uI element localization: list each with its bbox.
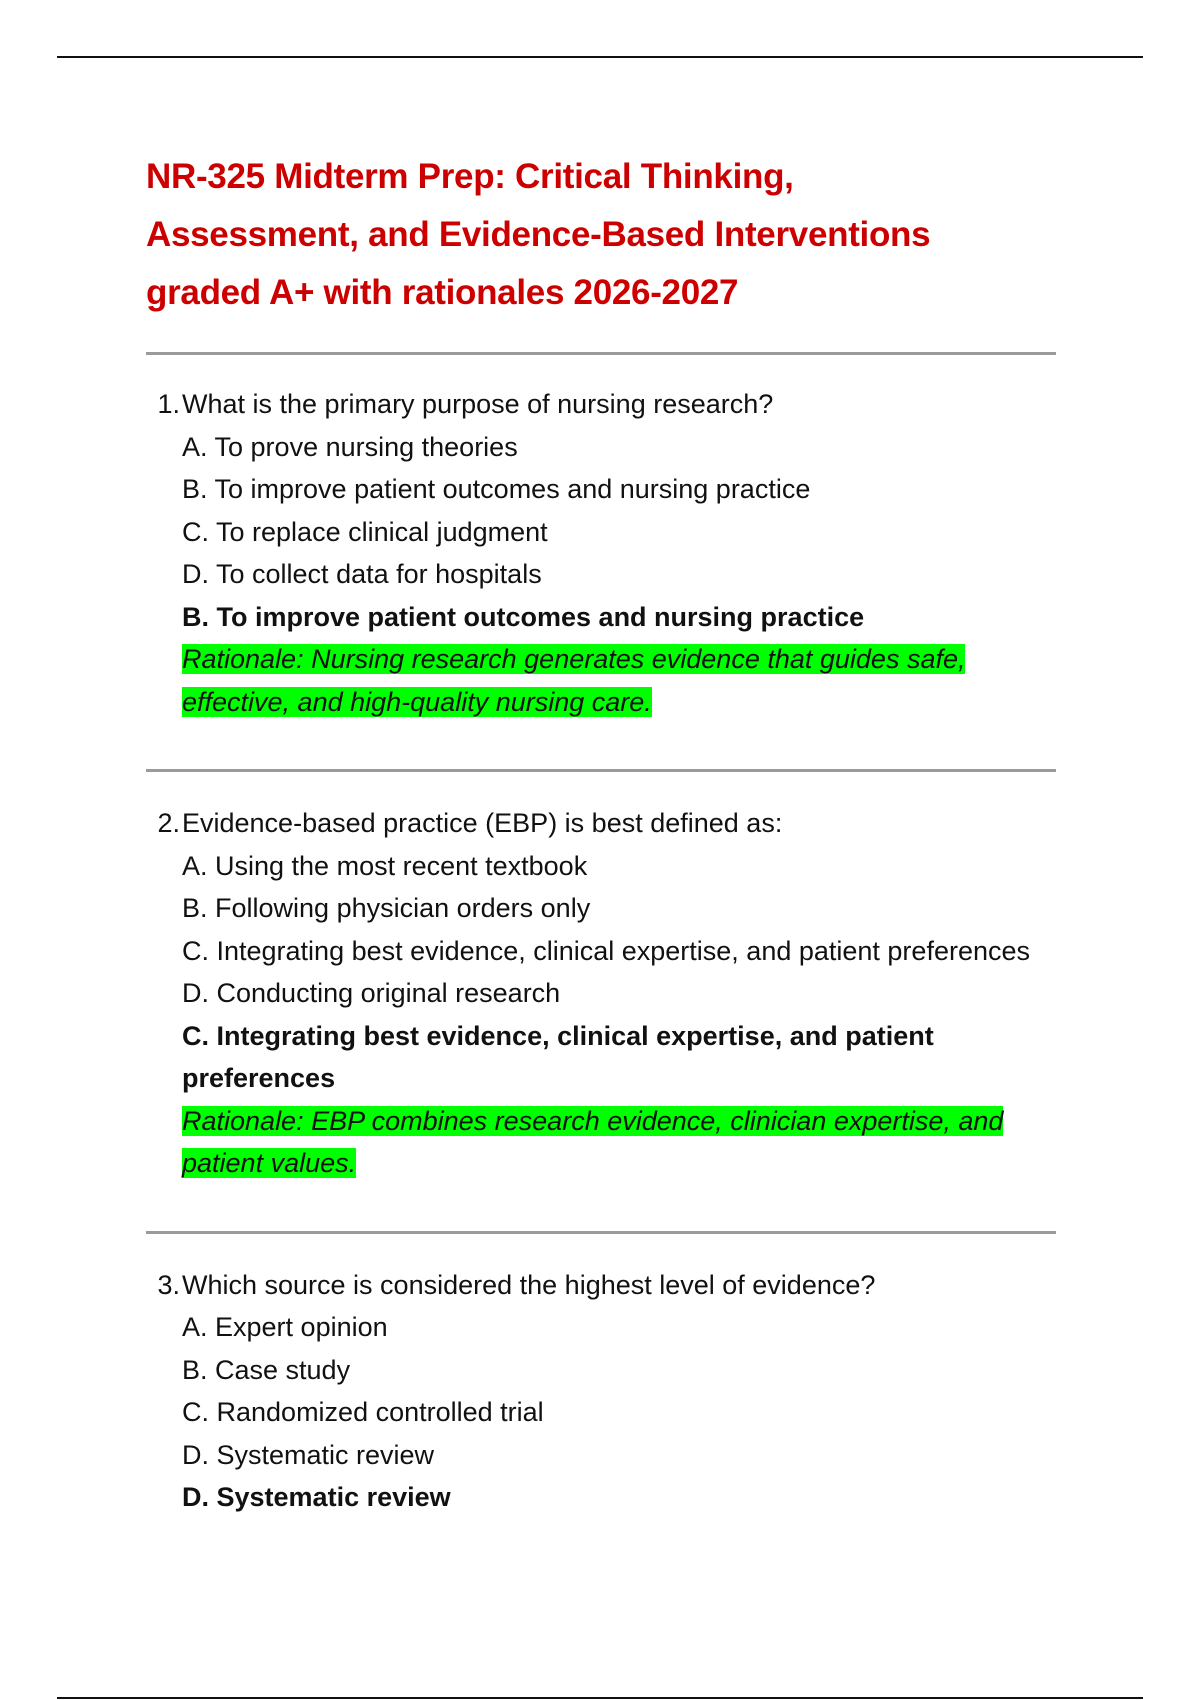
option-d: D. Conducting original research xyxy=(182,978,561,1008)
correct-answer: B. To improve patient outcomes and nursing practice xyxy=(182,601,865,632)
option-d: D. Systematic review xyxy=(182,1439,435,1470)
question-text: What is the primary purpose of nursing research? xyxy=(182,389,774,419)
question-2 xyxy=(146,802,1056,1185)
rationale xyxy=(182,1100,1032,1185)
title-line-2: Assessment, and Evidence-Based Interventions xyxy=(146,215,931,254)
document-body xyxy=(146,148,1056,1519)
section-divider xyxy=(146,769,1056,772)
section-divider xyxy=(146,1231,1056,1234)
rationale-text: Rationale: Nursing research generates evidence that guides safe, effective, and high-quality nursing care. xyxy=(182,644,966,717)
document-title xyxy=(146,148,1056,322)
correct-answer: D. Systematic review xyxy=(182,1482,451,1512)
option-a: A. Using the most recent textbook xyxy=(182,850,588,881)
correct-answer: C. Integrating best evidence, clinical expertise, and patient preferences xyxy=(182,1020,934,1093)
option-c: C. Integrating best evidence, clinical expertise, and patient preferences xyxy=(182,935,1030,966)
rationale-text: Rationale: EBP combines research evidence, clinician expertise, and patient values. xyxy=(182,1105,1004,1178)
rationale xyxy=(182,638,1032,723)
question-text: Evidence-based practice (EBP) is best defined as: xyxy=(182,808,783,838)
question-text: Which source is considered the highest level of evidence? xyxy=(182,1269,876,1300)
option-c: C. Randomized controlled trial xyxy=(182,1397,544,1427)
question-number: 1. xyxy=(157,389,180,419)
question-1 xyxy=(146,383,1056,723)
option-b: B. Following physician orders only xyxy=(182,893,591,923)
question-3 xyxy=(146,1264,1056,1519)
option-d: D. To collect data for hospitals xyxy=(182,559,542,589)
option-b: B. Case study xyxy=(182,1354,351,1385)
section-divider xyxy=(146,352,1056,355)
title-line-3: graded A+ with rationales 2026-2027 xyxy=(146,273,739,312)
option-a: A. Expert opinion xyxy=(182,1312,388,1342)
option-a: A. To prove nursing theories xyxy=(182,431,518,462)
question-number: 3. xyxy=(157,1269,180,1300)
option-b: B. To improve patient outcomes and nursing practice xyxy=(182,474,811,504)
page-bottom-rule xyxy=(57,1697,1143,1699)
question-number: 2. xyxy=(157,808,180,838)
page-top-rule xyxy=(57,56,1143,58)
title-line-1: NR-325 Midterm Prep: Critical Thinking, xyxy=(146,157,794,196)
option-c: C. To replace clinical judgment xyxy=(182,516,548,547)
